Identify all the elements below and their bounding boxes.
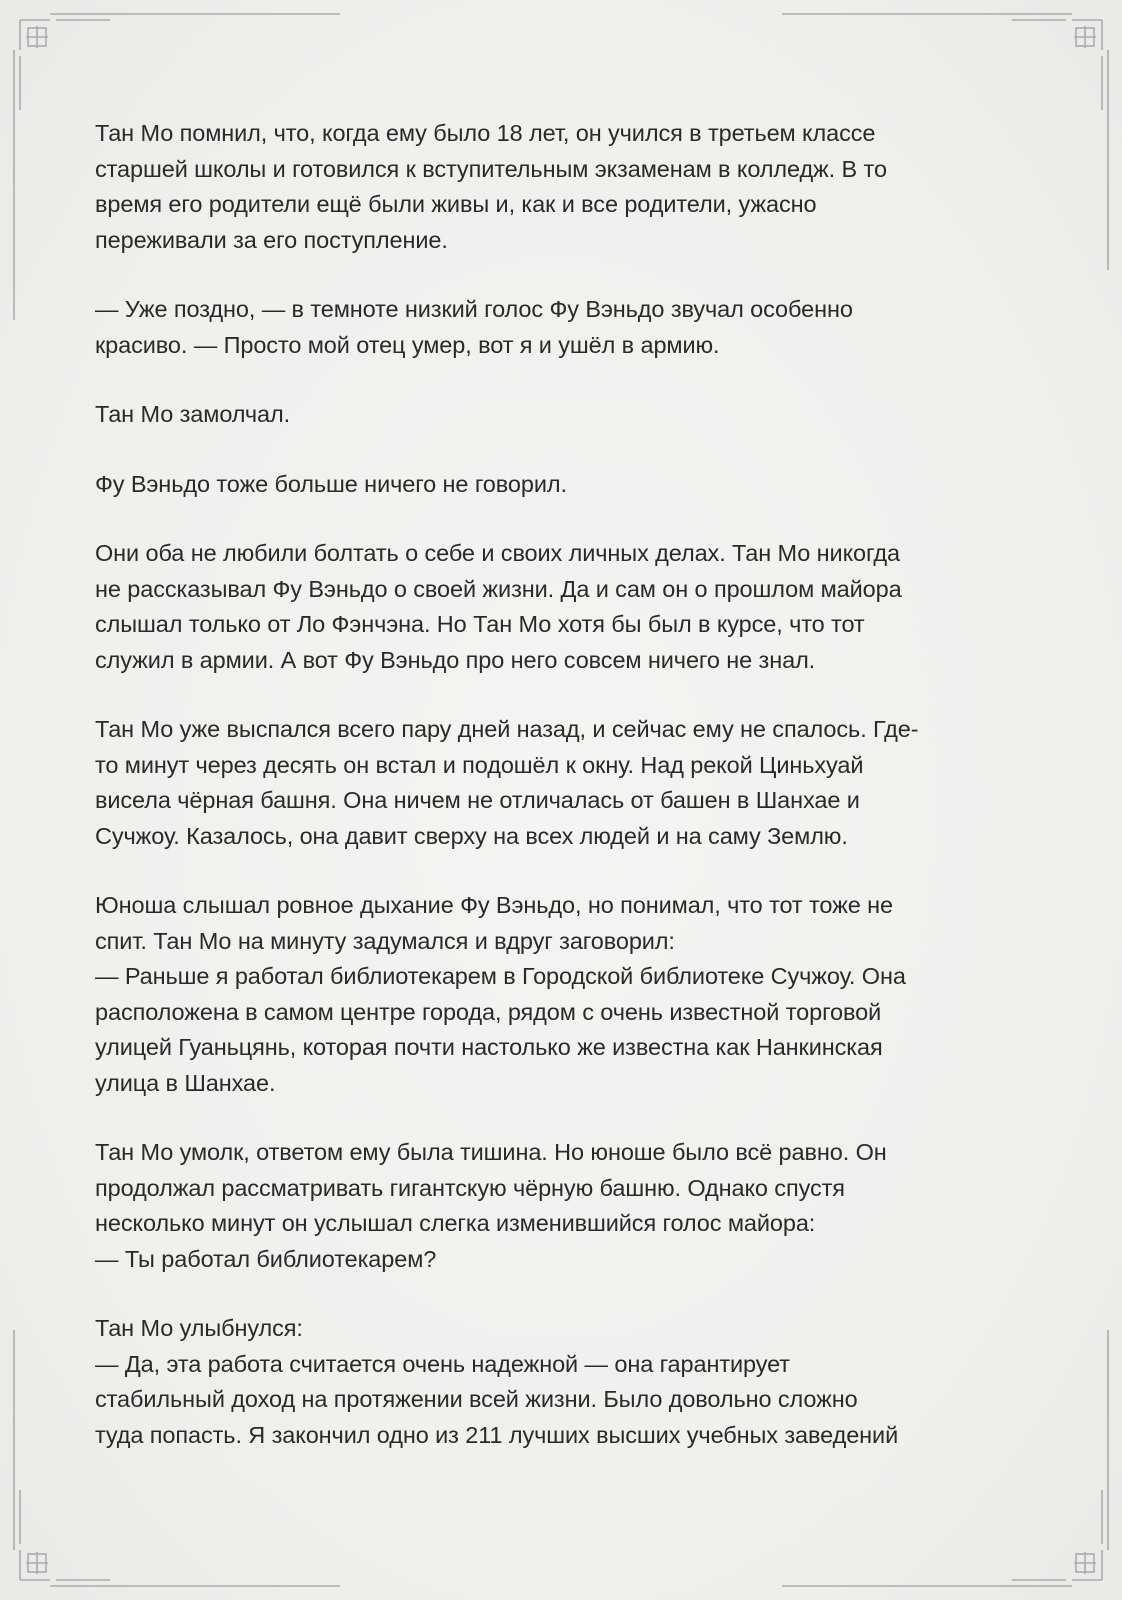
paragraph: Тан Мо уже выспался всего пару дней назад, и сейчас ему не спалось. Где- то минут через десять он встал и подошёл к окну. Над рекой Циньхуай висела чёрная башня. Она ничем не отличалась от башен в Шанхае и Сучжоу. Казалось, она давит сверху на всех людей и на саму Землю.	[95, 716, 919, 849]
paragraph: Они оба не любили болтать о себе и своих личных делах. Тан Мо никогда не рассказывал Фу Вэньдо о своей жизни. Да и сам он о прошлом майора слышал только от Ло Фэнчэна. Но Тан Мо хотя бы был в курсе, что тот служил в армии. А вот Фу Вэньдо про него совсем ничего не знал.	[95, 540, 902, 673]
paragraph: Тан Мо улыбнулся: — Да, эта работа считается очень надежной — она гарантирует стабильный доход на протяжении всей жизни. Было довольно сложно туда попасть. Я закончил одно из 211 лучших высших учебных заведений	[95, 1315, 899, 1448]
paragraph: Тан Мо умолк, ответом ему была тишина. Но юноше было всё равно. Он продолжал рассматривать гигантскую чёрную башню. Однако спустя несколько минут он услышал слегка изменившийся голос майора: — Ты работал библиотекарем?	[95, 1139, 887, 1272]
paragraph: Тан Мо помнил, что, когда ему было 18 лет, он учился в третьем классе старшей школы и готовился к вступительным экзаменам в колледж. В то время его родители ещё были живы и, как и все родители, ужасно переживали за его поступление.	[95, 120, 887, 253]
paragraph: Тан Мо замолчал.	[95, 401, 291, 427]
paragraph: Фу Вэньдо тоже больше ничего не говорил.	[95, 470, 567, 497]
paragraph: Юноша слышал ровное дыхание Фу Вэньдо, но понимал, что тот тоже не спит. Тан Мо на минуту задумался и вдруг заговорил: — Раньше я работал библиотекарем в Городской библиотеке Сучжоу. Она расположена в самом центре города, рядом с очень известной торговой улицей Гуаньцянь, которая почти настолько же известна как Нанкинская улица в Шанхае.	[95, 892, 906, 1096]
chapter-text	[95, 116, 1035, 1453]
paragraph: — Уже поздно, — в темноте низкий голос Фу Вэньдо звучал особенно красиво. — Просто мой отец умер, вот я и ушёл в армию.	[95, 296, 853, 358]
